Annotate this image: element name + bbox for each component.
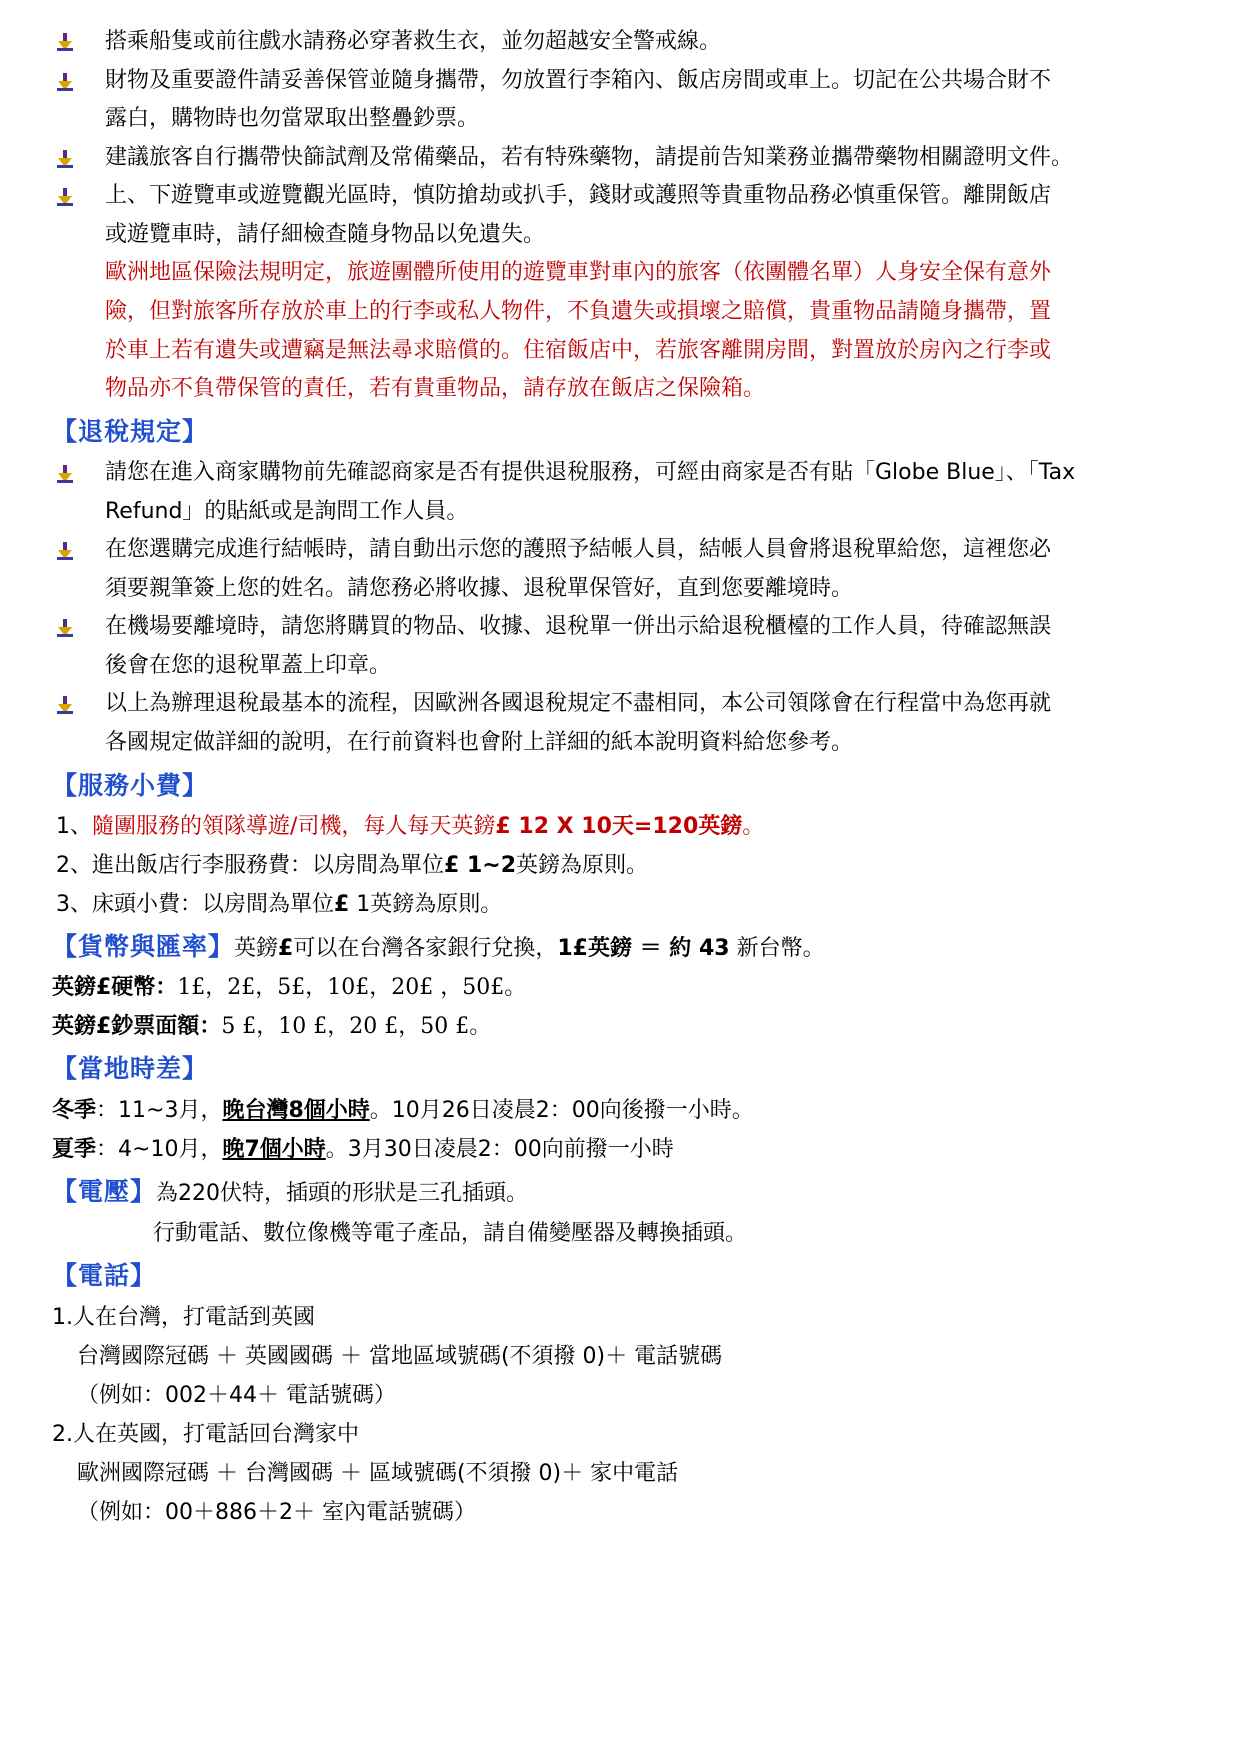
phone-case-1-example: （例如：002＋44＋ 電話號碼）: [77, 1383, 396, 1408]
phone-case-2-format: 歐洲國際冠碼 ＋ 台灣國碼 ＋ 區域號碼(不須撥 0)＋ 家中電話: [77, 1461, 679, 1486]
tips-item-3-text: 3、床頭小費：以房間為單位: [56, 892, 334, 917]
tax-bullet-4-line-2: 各國規定做詳細的說明，在行前資料也會附上詳細的紙本說明資料給您參考。: [105, 730, 854, 755]
insurance-note-line-2: 險，但對旅客所存放於車上的行李或私人物件，不負遺失或損壞之賠償，貴重物品請隨身攜帶，置: [105, 299, 1052, 324]
tips-item-1-amount: £ 12 X 10天=120英鎊: [495, 814, 743, 839]
winter-label: 冬季: [52, 1098, 97, 1123]
arrow-down-icon: [55, 541, 75, 561]
safety-bullet-4-line-1: 上、下遊覽車或遊覽觀光區時，慎防搶劫或扒手，錢財或護照等貴重物品務必慎重保管。離開飯店: [105, 183, 1052, 208]
summer-label: 夏季: [52, 1137, 97, 1162]
voltage-text: 為220伏特，插頭的形狀是三孔插頭。: [156, 1181, 529, 1206]
currency-heading: 【貨幣與匯率】: [52, 932, 235, 961]
phone-case-2-title: 2.人在英國，打電話回台灣家中: [52, 1422, 359, 1447]
insurance-note-line-4: 物品亦不負帶保管的責任，若有貴重物品，請存放在飯店之保險箱。: [105, 376, 766, 401]
tips-item-1: [56, 812, 764, 842]
coins-values: 1£，2£，5£，10£，20£ ，50£。: [177, 975, 527, 1000]
tips-item-2: [56, 851, 648, 881]
summer-note: 。3月30日凌晨2：00向前撥一小時: [325, 1137, 674, 1162]
tips-item-3: [56, 890, 502, 920]
tips-item-1-end: 。: [742, 814, 765, 839]
currency-intro: 英鎊: [234, 936, 279, 961]
timezone-heading: 【當地時差】: [52, 1054, 209, 1083]
tips-item-3-end: 1英鎊為原則。: [349, 892, 503, 917]
arrow-down-icon: [55, 72, 75, 92]
arrow-down-icon: [55, 695, 75, 715]
tips-item-2-end: 英鎊為原則。: [516, 853, 649, 878]
arrow-down-icon: [55, 32, 75, 52]
notes-line: [52, 1012, 491, 1042]
arrow-down-icon: [55, 618, 75, 638]
tax-bullet-1-line-2: Refund」的貼紙或是詢問工作人員。: [105, 499, 469, 524]
voltage-heading: 【電壓】: [52, 1177, 157, 1206]
coins-line: [52, 973, 526, 1003]
currency-intro-rest: 可以在台灣各家銀行兌換，: [293, 936, 558, 961]
phone-case-1-format: 台灣國際冠碼 ＋ 英國國碼 ＋ 當地區域號碼(不須撥 0)＋ 電話號碼: [77, 1344, 723, 1369]
summer-diff: 晚7個小時: [222, 1137, 326, 1162]
safety-bullet-2-line-1: 財物及重要證件請妥善保管並隨身攜帶，勿放置行李箱內、飯店房間或車上。切記在公共場合財不: [105, 68, 1052, 93]
insurance-note-line-3: 於車上若有遺失或遭竊是無法尋求賠償的。住宿飯店中，若旅客離開房間，對置放於房內之行李或: [105, 338, 1052, 363]
phone-case-1-title: 1.人在台灣，打電話到英國: [52, 1305, 315, 1330]
tax-bullet-3-line-2: 後會在您的退稅單蓋上印章。: [105, 653, 392, 678]
safety-bullet-2-line-2: 露白，購物時也勿當眾取出整疊鈔票。: [105, 106, 480, 131]
tips-item-3-amount: £: [334, 892, 350, 917]
tips-item-1-number: 1、: [56, 814, 92, 839]
tax-heading: 【退稅規定】: [52, 417, 209, 446]
tax-bullet-3-line-1: 在機場要離境時，請您將購買的物品、收據、退稅單一併出示給退稅櫃檯的工作人員，待確認無誤: [105, 614, 1052, 639]
tax-bullet-2-line-2: 須要親筆簽上您的姓名。請您務必將收據、退稅單保管好，直到您要離境時。: [105, 576, 854, 601]
arrow-down-icon: [55, 187, 75, 207]
summer-line: [52, 1135, 674, 1165]
tax-bullet-4-line-1: 以上為辦理退稅最基本的流程，因歐洲各國退稅規定不盡相同，本公司領隊會在行程當中為您再就: [105, 691, 1052, 716]
summer-range: ：4~10月，: [96, 1137, 223, 1162]
exchange-rate-tail: 新台幣。: [729, 936, 825, 961]
tax-bullet-2-line-1: 在您選購完成進行結帳時，請自動出示您的護照予結帳人員，結帳人員會將退稅單給您，這裡您必: [105, 537, 1052, 562]
insurance-note-line-1: 歐洲地區保險法規明定，旅遊團體所使用的遊覽車對車內的旅客（依團體名單）人身安全保有意外: [105, 260, 1052, 285]
coins-label: 英鎊£硬幣：: [52, 975, 178, 1000]
phone-heading: 【電話】: [52, 1261, 157, 1290]
voltage-line: [52, 1177, 528, 1209]
voltage-note: 行動電話、數位像機等電子產品，請自備變壓器及轉換插頭。: [153, 1221, 748, 1246]
tips-heading: 【服務小費】: [52, 771, 209, 800]
winter-range: ：11~3月，: [96, 1098, 223, 1123]
arrow-down-icon: [55, 464, 75, 484]
notes-label: 英鎊£鈔票面額：: [52, 1014, 222, 1039]
safety-bullet-1: 搭乘船隻或前往戲水請務必穿著救生衣，並勿超越安全警戒線。: [105, 29, 722, 54]
winter-diff: 晚台灣8個小時: [222, 1098, 370, 1123]
winter-line: [52, 1096, 754, 1126]
safety-bullet-4-line-2: 或遊覽車時，請仔細檢查隨身物品以免遺失。: [105, 222, 546, 247]
tips-item-2-text: 2、進出飯店行李服務費：以房間為單位: [56, 853, 444, 878]
tax-bullet-1-line-1: 請您在進入商家購物前先確認商家是否有提供退稅服務，可經由商家是否有貼「Globe Blue」、「Tax: [105, 460, 1076, 485]
pound-sign: £: [278, 936, 294, 961]
notes-values: 5 £，10 £，20 £，50 £。: [221, 1014, 492, 1039]
arrow-down-icon: [55, 149, 75, 169]
tips-item-2-amount: £ 1~2: [444, 853, 517, 878]
tips-item-1-text: 隨團服務的領隊導遊/司機，每人每天英鎊: [92, 814, 496, 839]
winter-note: 。10月26日凌晨2：00向後撥一小時。: [369, 1098, 754, 1123]
phone-case-2-example: （例如：00＋886＋2＋ 室內電話號碼）: [77, 1500, 476, 1525]
currency-line: [52, 932, 825, 964]
safety-bullet-3: 建議旅客自行攜帶快篩試劑及常備藥品，若有特殊藥物，請提前告知業務並攜帶藥物相關證明文件。: [105, 145, 1074, 170]
exchange-rate: 1£英鎊 ＝ 約 43: [557, 936, 730, 961]
